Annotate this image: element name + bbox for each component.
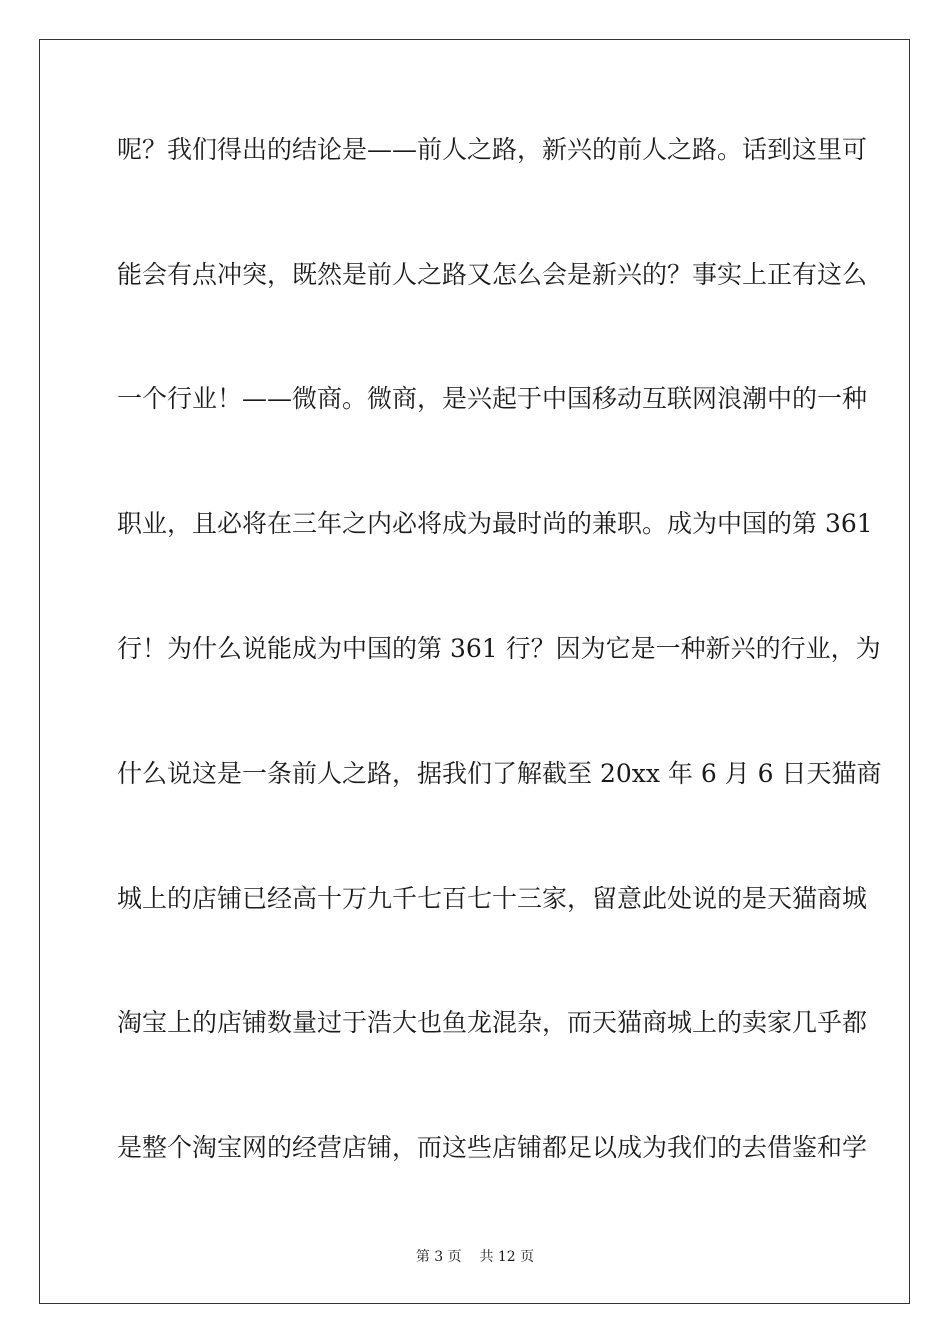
page-footer [0, 1248, 950, 1266]
page-number: 第 3 页 [415, 1249, 462, 1265]
text-line-2: 能会有点冲突，既然是前人之路又怎么会是新兴的？事实上正有这么 [117, 260, 868, 289]
text-line-6: 什么说这是一条前人之路，据我们了解截至 20xx 年 6 月 6 日天猫商 [117, 759, 882, 788]
text-line-3: 一个行业！——微商。微商，是兴起于中国移动互联网浪潮中的一种 [117, 384, 868, 413]
text-line-5: 行！为什么说能成为中国的第 361 行？因为它是一种新兴的行业，为 [117, 634, 881, 663]
text-line-1: 呢？我们得出的结论是——前人之路，新兴的前人之路。话到这里可 [117, 135, 868, 164]
text-line-8: 淘宝上的店铺数量过于浩大也鱼龙混杂，而天猫商城上的卖家几乎都 [117, 1008, 868, 1037]
page-total: 共 12 页 [479, 1249, 535, 1265]
text-line-7: 城上的店铺已经高十万九千七百七十三家，留意此处说的是天猫商城 [117, 884, 868, 913]
page-border [39, 39, 910, 1304]
text-line-4: 职业，且必将在三年之内必将成为最时尚的兼职。成为中国的第 361 [117, 509, 873, 538]
text-line-9: 是整个淘宝网的经营店铺，而这些店铺都足以成为我们的去借鉴和学 [117, 1133, 868, 1162]
